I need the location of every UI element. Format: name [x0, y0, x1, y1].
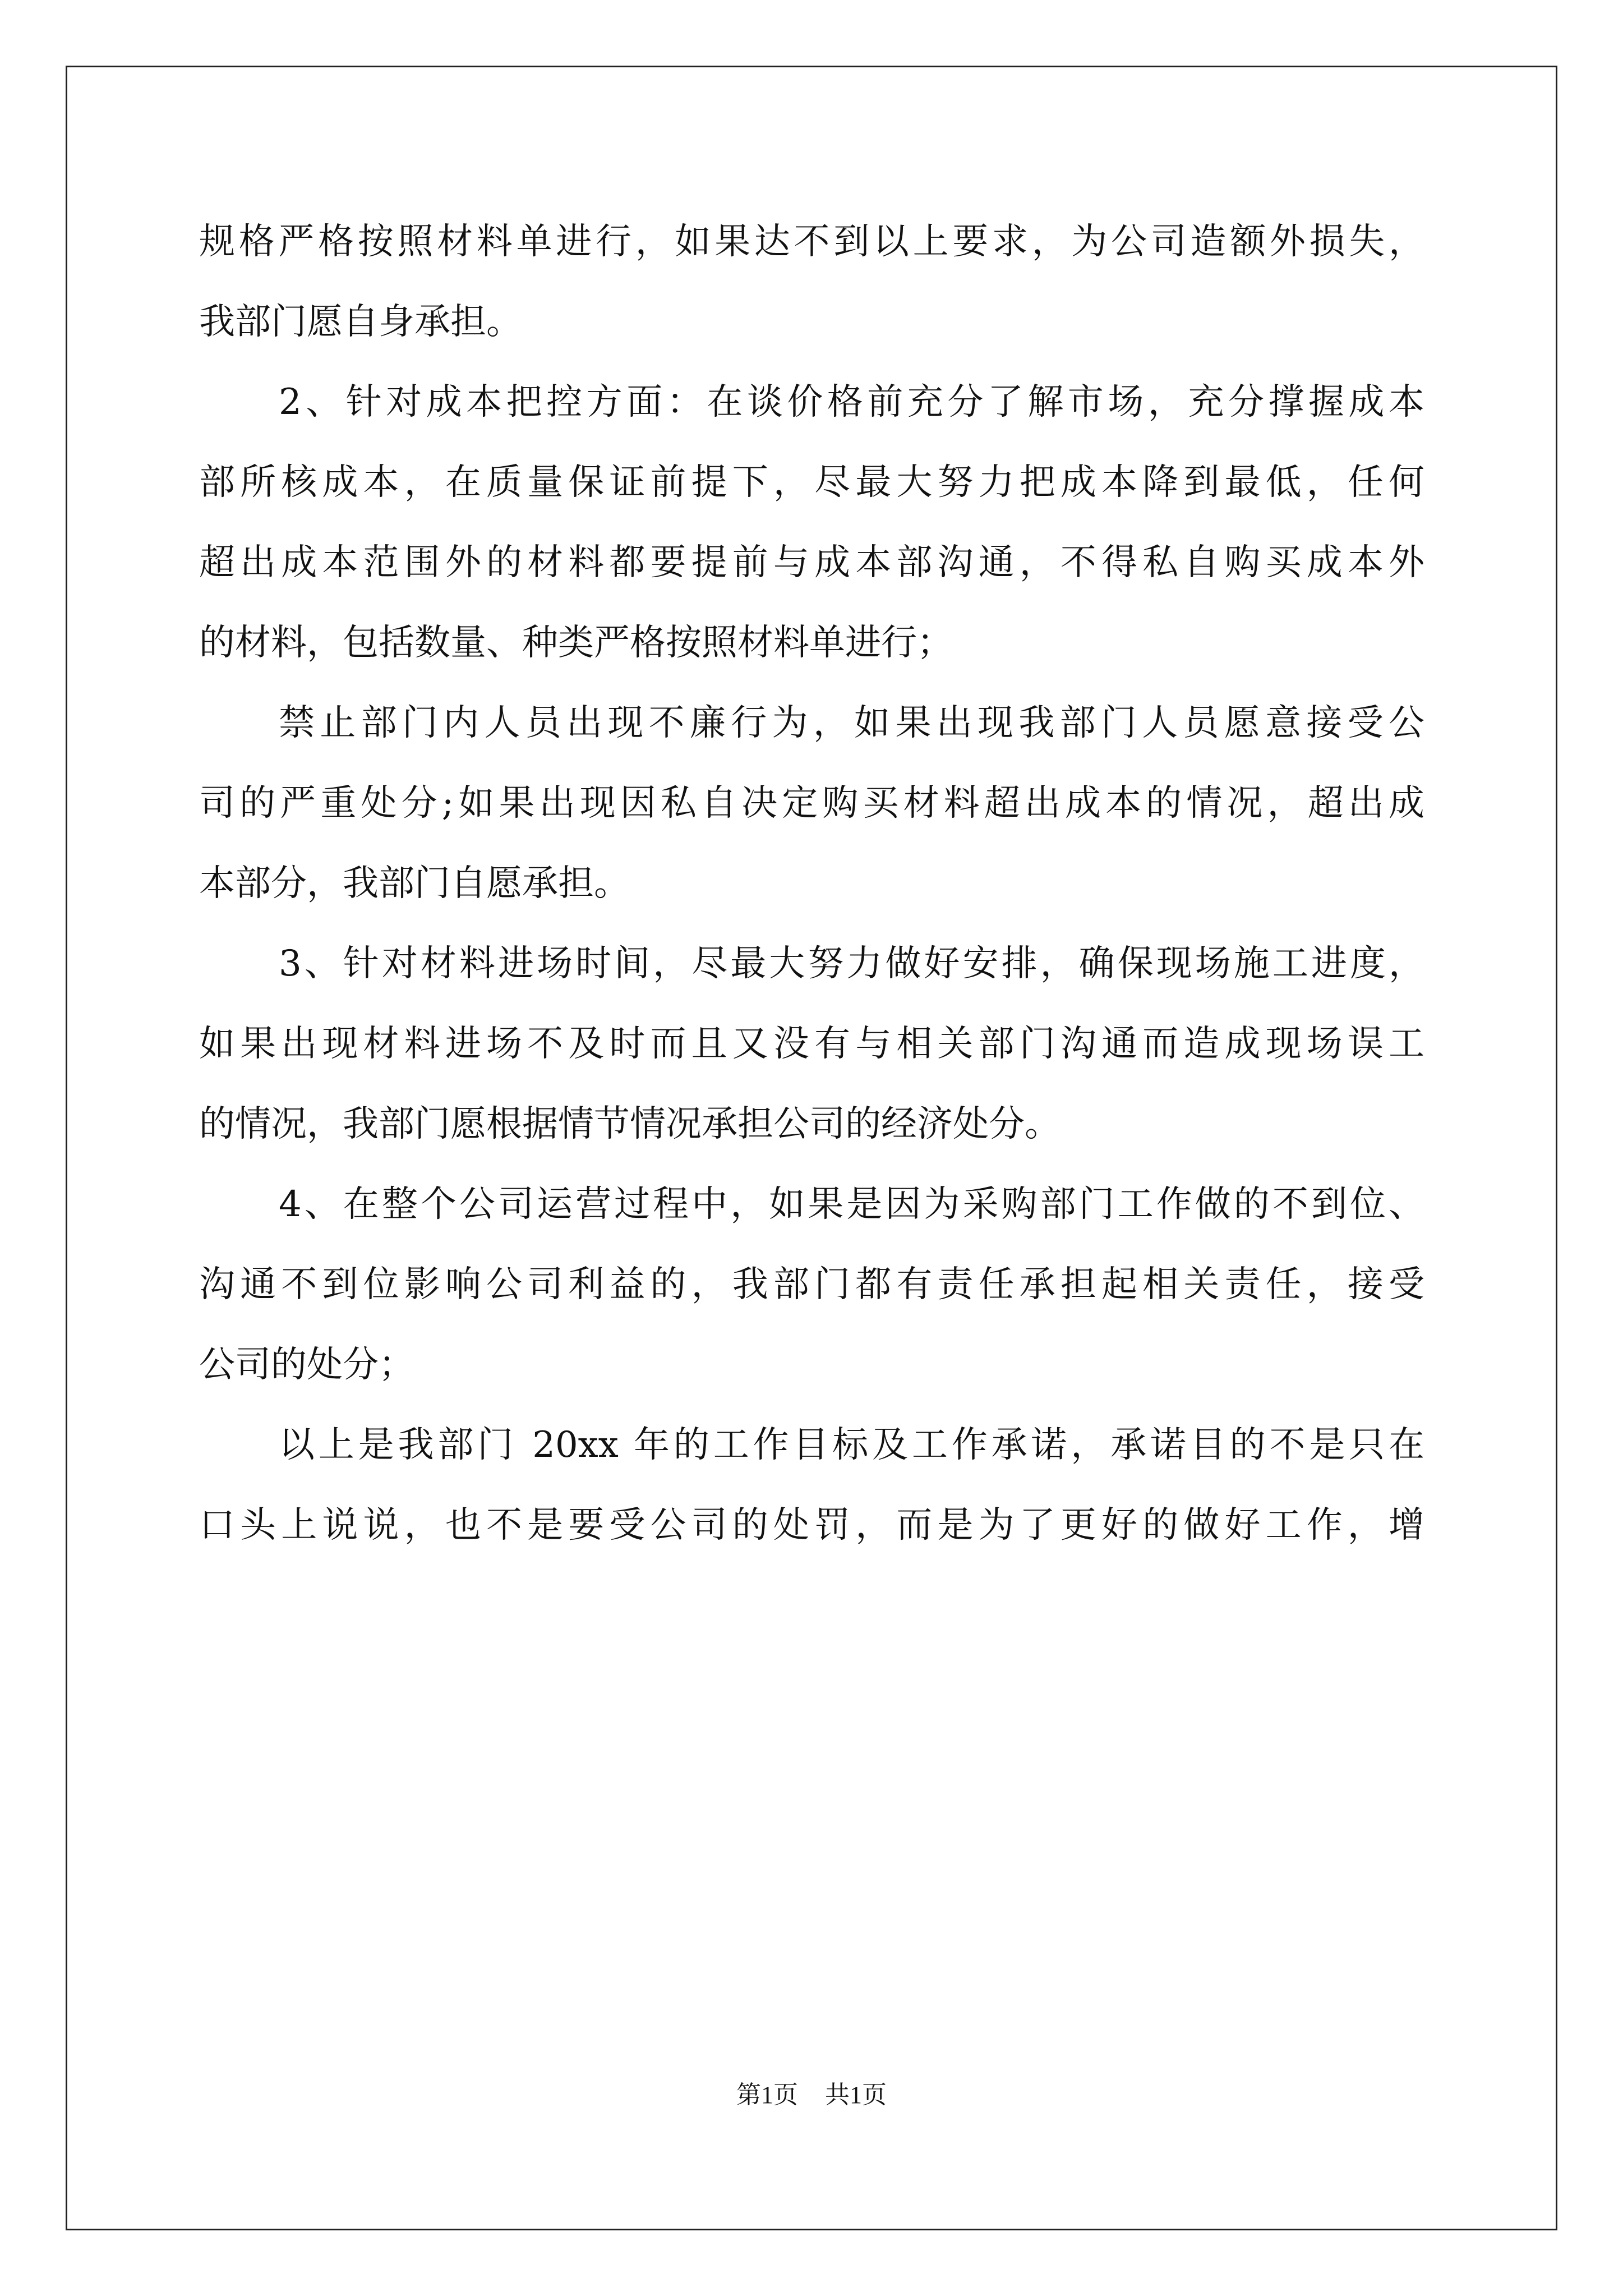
text-line: 规格严格按照材料单进行，如果达不到以上要求，为公司造额外损失， [199, 221, 1424, 263]
paragraph [199, 683, 1424, 924]
text-line: 本部分，我部门自愿承担。 [199, 863, 630, 904]
text-line: 我部门愿自身承担。 [199, 301, 522, 343]
paragraph [199, 1165, 1424, 1405]
page-footer [0, 2078, 1623, 2112]
page-number-current: 第1页 [736, 2081, 798, 2109]
text-line: 公司的处分； [199, 1344, 414, 1386]
text-line: 2、针对成本把控方面：在谈价格前充分了解市场，充分撑握成本 [279, 381, 1424, 423]
page-number-total: 共1页 [825, 2081, 887, 2109]
text-line: 超出成本范围外的材料都要提前与成本部沟通，不得私自购买成本外 [199, 542, 1424, 583]
paragraph [199, 924, 1424, 1165]
text-line: 的材料，包括数量、种类严格按照材料单进行； [199, 622, 953, 664]
text-line: 部所核成本，在质量保证前提下，尽最大努力把成本降到最低，任何 [199, 462, 1424, 503]
document-body [199, 202, 1424, 1566]
paragraph [199, 1405, 1424, 1566]
text-line: 如果出现材料进场不及时而且又没有与相关部门沟通而造成现场误工 [199, 1023, 1424, 1065]
text-line: 3、针对材料进场时间，尽最大努力做好安排，确保现场施工进度， [279, 943, 1424, 984]
text-line: 口头上说说，也不是要受公司的处罚，而是为了更好的做好工作，增 [199, 1504, 1424, 1546]
text-line: 司的严重处分;如果出现因私自决定购买材料超出成本的情况，超出成 [199, 783, 1424, 824]
paragraph [199, 202, 1424, 362]
text-line: 的情况，我部门愿根据情节情况承担公司的经济处分。 [199, 1103, 1061, 1145]
text-line: 4、在整个公司运营过程中，如果是因为采购部门工作做的不到位、 [279, 1184, 1424, 1225]
text-line: 沟通不到位影响公司利益的，我部门都有责任承担起相关责任，接受 [199, 1264, 1424, 1305]
text-line: 以上是我部门 20xx 年的工作目标及工作承诺，承诺目的不是只在 [279, 1424, 1424, 1466]
text-line: 禁止部门内人员出现不廉行为，如果出现我部门人员愿意接受公 [279, 702, 1424, 744]
paragraph [199, 362, 1424, 683]
